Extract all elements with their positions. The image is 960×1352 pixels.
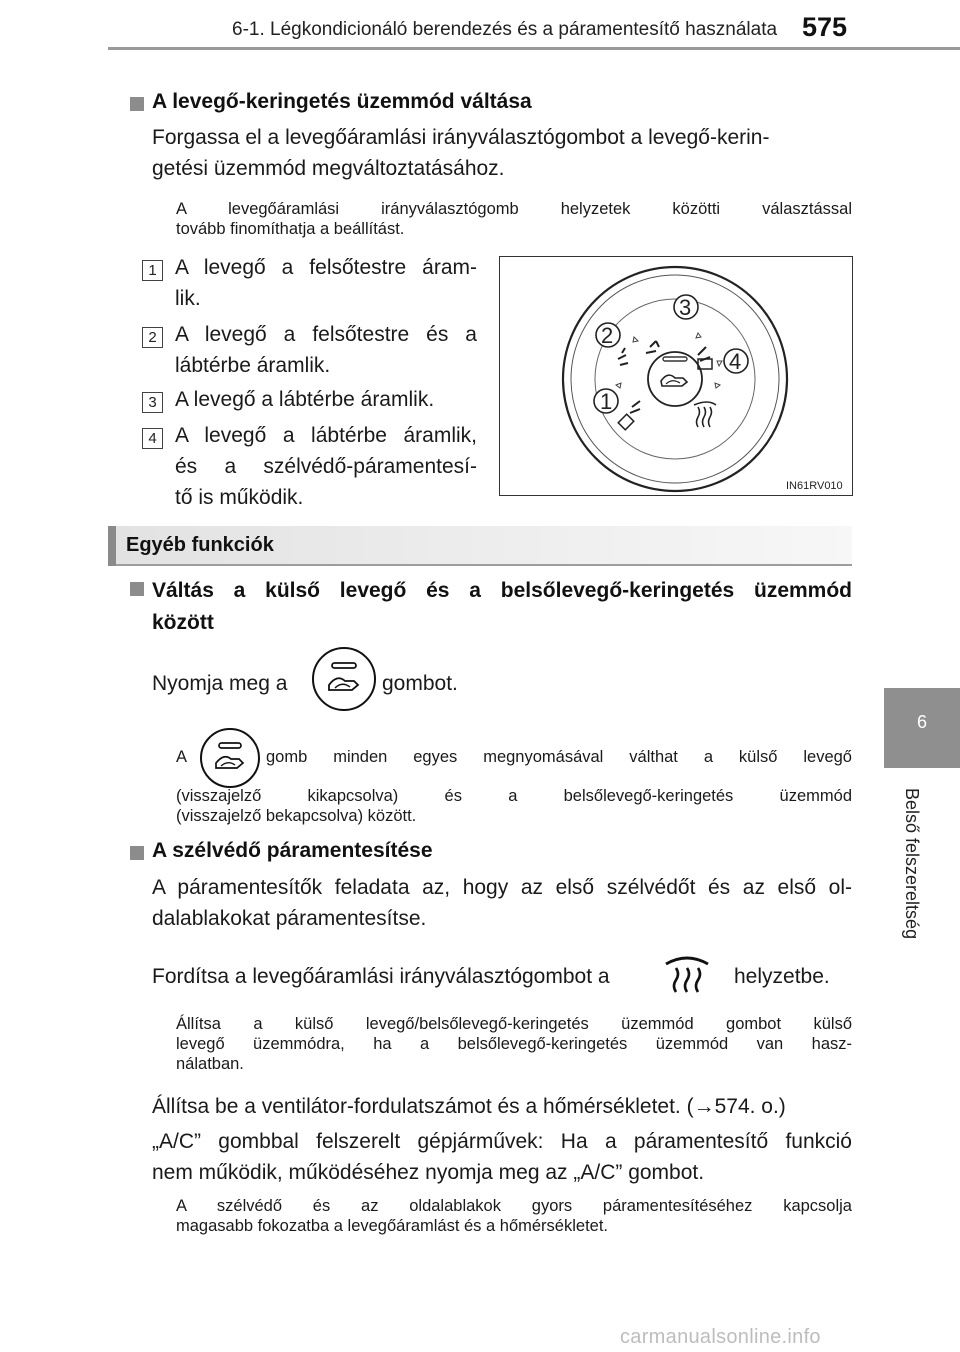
item-line: lábtérbe áramlik. (175, 354, 331, 377)
item-line: tő is működik. (175, 486, 304, 509)
instruction-text-before: Fordítsa a levegőáramlási irányválasztógombot a (152, 965, 610, 988)
item-number-1: 1 (142, 260, 163, 281)
body-line: dalablakokat páramentesítse. (152, 907, 427, 930)
section-band-rule (116, 564, 852, 566)
instruction-text-before: Nyomja meg a (152, 672, 288, 695)
windshield-defroster-icon (662, 954, 712, 996)
note-prefix: A (176, 748, 188, 766)
item-line: A levegő a lábtérbe áramlik, (175, 424, 477, 447)
body-line: A páramentesítők feladata az, hogy az első szélvédőt és az első ol- (152, 876, 852, 899)
para-ac-button (152, 1126, 852, 1188)
note-line: magasabb fokozatba a levegőáramlást és a hőmérsékletet. (176, 1217, 608, 1235)
note-line: Állítsa a külső levegő/belsőlevegő-keringetés üzemmód gombot külső (176, 1015, 852, 1033)
airflow-dial-figure (499, 256, 853, 496)
item-line: A levegő a lábtérbe áramlik. (175, 388, 435, 411)
section-heading-air-circulation: A levegő-keringetés üzemmód váltása (152, 90, 532, 113)
section-band-accent (108, 526, 116, 566)
list-item (175, 319, 477, 381)
item-line: A levegő a felsőtestre áram- (175, 256, 477, 279)
item-line: lik. (175, 287, 201, 310)
note-line: nálatban. (176, 1055, 244, 1073)
instruction-text-after: gombot. (382, 672, 458, 695)
heading-bullet-square (130, 97, 144, 111)
section-heading-outside-recirc (152, 575, 852, 639)
list-item (175, 420, 477, 513)
header-rule (108, 47, 960, 50)
para-fan-temperature: Állítsa be a ventilátor-fordulatszámot és a hőmérsékletet. (→574. o.) (152, 1095, 786, 1118)
callout-2: 2 (601, 323, 614, 348)
note-line: A levegőáramlási irányválasztógomb helyzetek közötti választással (176, 200, 852, 218)
list-item (175, 384, 477, 415)
chapter-title-vertical (898, 788, 922, 968)
chapter-number: 6 (916, 712, 927, 732)
section3-body (152, 872, 852, 934)
note-line: (visszajelző kikapcsolva) és a belsőlevegő-keringetés üzemmód (176, 787, 852, 805)
recirculation-button-icon-small (200, 728, 260, 788)
heading-line: Váltás a külső levegő és a belsőlevegő-keringetés üzemmód (152, 579, 852, 602)
note-line: levegő üzemmódra, ha a belsőlevegő-keringetés üzemmód van hasz- (176, 1035, 852, 1053)
section-heading-defog: A szélvédő páramentesítése (152, 839, 433, 862)
note-line: gomb minden egyes megnyomásával válthat a külső levegő (266, 748, 852, 766)
page-number: 575 (802, 12, 848, 42)
instruction-text-after: helyzetbe. (734, 965, 830, 988)
callout-1: 1 (600, 389, 613, 414)
item-line: és a szélvédő-páramentesí- (175, 455, 477, 478)
section1-body (152, 122, 852, 184)
instruction-press-button (152, 668, 287, 699)
note-line: (visszajelző bekapcsolva) között. (176, 807, 417, 825)
list-item (175, 252, 477, 314)
figure-code: IN61RV010 (786, 480, 843, 492)
item-number-3: 3 (142, 392, 163, 413)
item-number-4: 4 (142, 428, 163, 449)
section2-note (176, 786, 852, 826)
body-line: Forgassa el a levegőáramlási irányválasztógombot a levegő-kerin- (152, 126, 770, 149)
note-line: tovább finomíthatja a beállítást. (176, 220, 405, 238)
chapter-title: Belső felszereltség (902, 788, 922, 940)
running-header-section-title: 6-1. Légkondicionáló berendezés és a páramentesítő használata (232, 19, 778, 40)
note-line: A szélvédő és az oldalablakok gyors páramentesítéséhez kapcsolja (176, 1197, 852, 1215)
callout-4: 4 (729, 349, 742, 374)
body-line: getési üzemmód megváltoztatásához. (152, 157, 505, 180)
callout-3: 3 (679, 295, 692, 320)
heading-line: között (152, 611, 214, 634)
heading-bullet-square (130, 582, 144, 596)
recirculation-button-icon (312, 647, 376, 711)
watermark-text: carmanualsonline.info (620, 1326, 821, 1348)
section3-note2 (176, 1196, 852, 1236)
section-band-title: Egyéb funkciók (126, 534, 274, 556)
heading-bullet-square (130, 846, 144, 860)
body-line: „A/C” gombbal felszerelt gépjárművek: Ha a páramentesítő funkció (152, 1130, 852, 1153)
item-line: A levegő a felsőtestre és a (175, 323, 477, 346)
item-number-2: 2 (142, 327, 163, 348)
airflow-dial-illustration (500, 257, 852, 495)
section1-note (176, 199, 852, 239)
section3-note1 (176, 1014, 852, 1074)
body-line: nem működik, működéséhez nyomja meg az „A/C” gombot. (152, 1161, 705, 1184)
